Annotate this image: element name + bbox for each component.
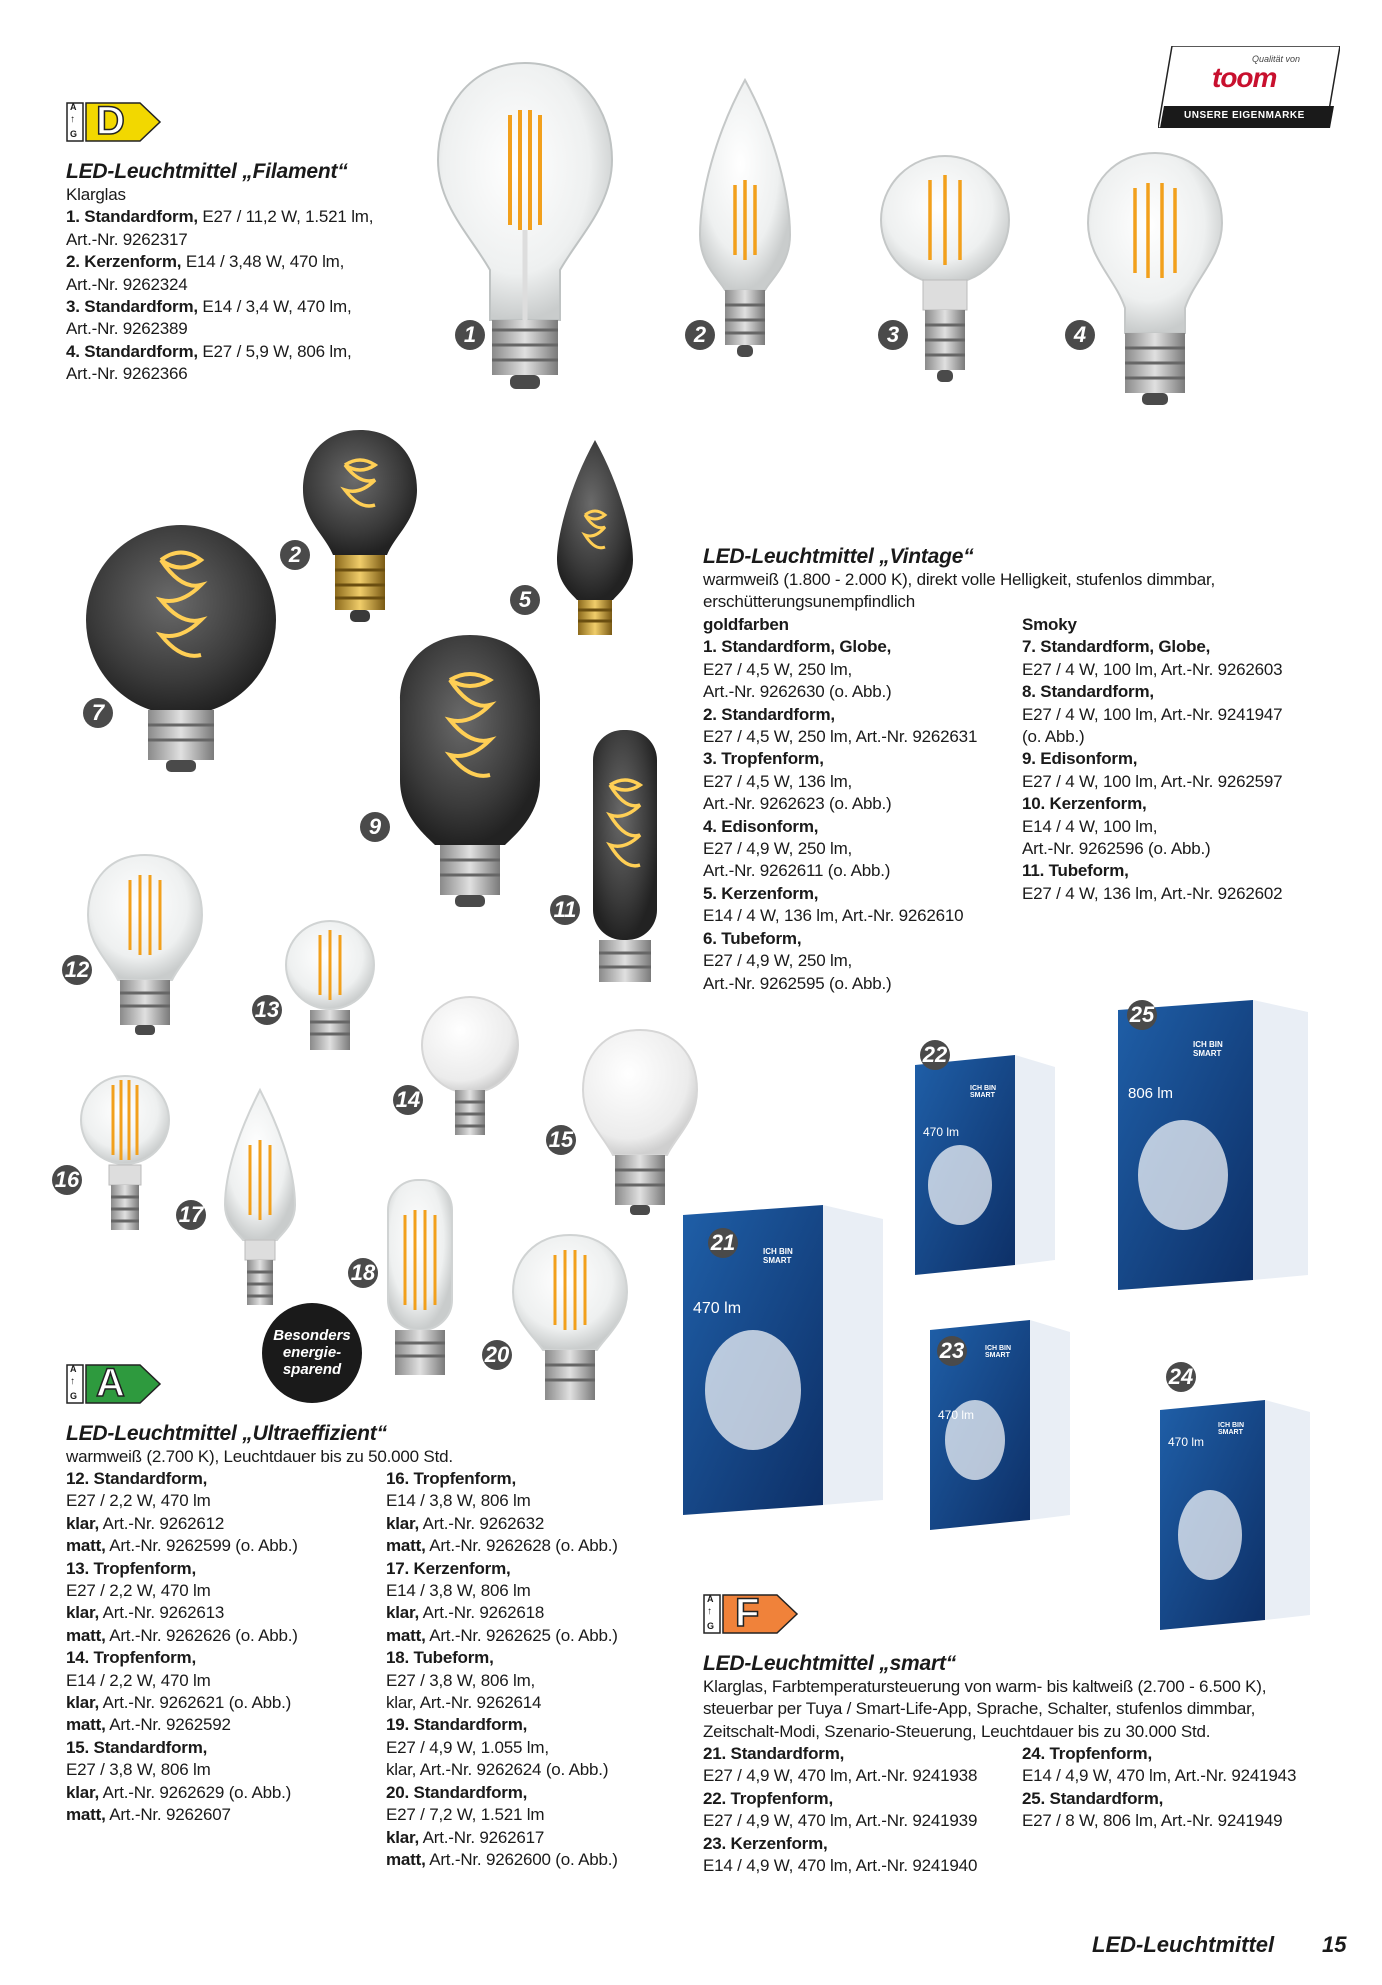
filament-line: Art.-Nr. 9262317 [66,229,188,249]
product-number-badge: 2 [280,540,310,570]
sticker-line: Besonders [273,1327,351,1344]
smart-line: E14 / 4,9 W, 470 lm, Art.-Nr. 9241940 [703,1856,978,1876]
vintage-line: Art.-Nr. 9262596 (o. Abb.) [1022,839,1211,859]
product-number-badge: 4 [1065,320,1095,350]
product-number-badge: 13 [252,995,282,1025]
vintage-line: 4. Edisonform, [703,816,819,836]
ultra-line: E27 / 4,9 W, 1.055 lm, [386,1737,549,1757]
smart-col2 [1022,1743,1342,1833]
energy-label-d [66,99,162,143]
smart-box-22 [915,1055,1055,1275]
smart-intro: Klarglas, Farbtemperatursteuerung von warm- bis kaltweiß (2.700 - 6.500 K), [703,1677,1267,1696]
page-number: 15 [1322,1932,1347,1957]
product-number-badge: 14 [393,1085,423,1115]
bulb-image-16 [75,1065,175,1245]
ultra-col1 [66,1468,376,1827]
ultra-line: matt, Art.-Nr. 9262607 [66,1805,231,1825]
smart-line: E27 / 4,9 W, 470 lm, Art.-Nr. 9241938 [703,1766,978,1786]
ultra-line: matt, Art.-Nr. 9262626 (o. Abb.) [66,1625,298,1645]
vintage-col2 [1022,614,1342,905]
bulb-image-5 [545,435,645,650]
vintage-line: E14 / 4 W, 136 lm, Art.-Nr. 9262610 [703,906,964,926]
product-number-badge: 5 [510,585,540,615]
box-label: ICH BIN SMART [1193,1040,1223,1058]
energy-scale-bottom: G [707,1621,715,1631]
box-lumen: 470 lm [938,1408,975,1422]
smart-line: 25. Standardform, [1022,1788,1164,1808]
box-label: ICH BIN SMART [1218,1422,1245,1436]
vintage-line: 1. Standardform, Globe, [703,637,892,657]
box-label: ICH BIN SMART [763,1247,793,1265]
ultra-line: E27 / 2,2 W, 470 lm [66,1581,211,1601]
ultra-line: klar, Art.-Nr. 9262617 [386,1827,545,1847]
vintage-line: Art.-Nr. 9262630 (o. Abb.) [703,682,892,702]
energy-arrow: ↑ [70,114,75,125]
ultra-col2 [386,1468,706,1871]
energy-arrow: ↑ [70,1376,75,1387]
filament-line: Art.-Nr. 9262366 [66,364,188,384]
vintage-line: Art.-Nr. 9262611 (o. Abb.) [703,861,891,881]
energy-class-f: F [735,1591,760,1635]
product-number-badge: 20 [482,1340,512,1370]
vintage-line: (o. Abb.) [1022,727,1085,747]
vintage-line: 11. Tubeform, [1022,861,1129,881]
vintage-line: E27 / 4 W, 136 lm, Art.-Nr. 9262602 [1022,883,1283,903]
bulb-image-11 [585,725,665,995]
vintage-line: goldfarben [703,615,789,634]
filament-line: 3. Standardform, E14 / 3,4 W, 470 lm, [66,297,352,317]
vintage-line: 8. Standardform, [1022,682,1154,702]
ultra-line: 16. Tropfenform, [386,1469,516,1488]
energy-label-a [66,1361,162,1405]
vintage-line: E27 / 4,9 W, 250 lm, [703,951,853,971]
ultra-line: E14 / 3,8 W, 806 lm [386,1491,531,1511]
bulb-image-20 [505,1230,635,1420]
bulb-image-7 [66,520,296,780]
energy-scale-bottom: G [70,1391,78,1401]
product-number-badge: 7 [83,698,113,728]
ultra-line: klar, Art.-Nr. 9262613 [66,1603,225,1623]
energy-scale-top: A [70,102,77,112]
bulb-image-17 [215,1085,305,1315]
smart-line: E14 / 4,9 W, 470 lm, Art.-Nr. 9241943 [1022,1766,1297,1786]
bulb-image-14 [415,990,525,1145]
smart-box-24 [1160,1400,1310,1630]
product-number-badge: 11 [550,895,580,925]
bulb-image-18 [380,1175,460,1390]
ultra-line: E27 / 3,8 W, 806 lm, [386,1670,536,1690]
product-number-badge: 1 [455,320,485,350]
brand-subline: UNSERE EIGENMARKE [1184,110,1305,121]
ultra-line: 15. Standardform, [66,1737,208,1757]
ultra-line: E14 / 2,2 W, 470 lm [66,1670,211,1690]
sticker-line: sparend [282,1361,342,1378]
vintage-line: Art.-Nr. 9262623 (o. Abb.) [703,794,892,814]
ultra-line: klar, Art.-Nr. 9262629 (o. Abb.) [66,1782,292,1802]
ultra-line: klar, Art.-Nr. 9262632 [386,1513,545,1533]
filament-line: 1. Standardform, E27 / 11,2 W, 1.521 lm, [66,207,374,227]
ultra-line: E27 / 2,2 W, 470 lm [66,1491,211,1511]
product-number-badge: 9 [360,812,390,842]
box-lumen: 470 lm [923,1125,960,1139]
product-number-badge: 12 [62,955,92,985]
energy-scale-top: A [70,1364,77,1374]
ultra-line: 18. Tubeform, [386,1648,494,1668]
filament-title: LED-Leuchtmittel „Filament“ [66,160,348,183]
bulb-image-2-vintage [295,425,425,635]
smart-line: E27 / 8 W, 806 lm, Art.-Nr. 9241949 [1022,1811,1283,1831]
bulb-image-15 [575,1025,705,1225]
vintage-line: Art.-Nr. 9262595 (o. Abb.) [703,973,892,993]
vintage-line: 6. Tubeform, [703,928,802,948]
vintage-line: 7. Standardform, Globe, [1022,637,1211,657]
smart-line: 23. Kerzenform, [703,1833,828,1853]
vintage-line: E27 / 4,5 W, 250 lm, Art.-Nr. 9262631 [703,727,978,747]
vintage-col1 [703,614,1013,995]
ultra-line: 20. Standardform, [386,1782,528,1802]
box-label: ICH BIN SMART [970,1085,997,1099]
vintage-intro: warmweiß (1.800 - 2.000 K), direkt volle Helligkeit, stufenlos dimmbar, [703,570,1216,589]
product-number-badge: 18 [348,1258,378,1288]
filament-line: Art.-Nr. 9262324 [66,274,188,294]
energy-scale-top: A [707,1594,714,1604]
vintage-line: E14 / 4 W, 100 lm, [1022,816,1158,836]
vintage-line: E27 / 4,5 W, 250 lm, [703,659,853,679]
ultra-line: klar, Art.-Nr. 9262612 [66,1513,225,1533]
bulb-image-3 [875,150,1015,400]
energy-arrow: ↑ [707,1606,712,1617]
smart-line: 22. Tropfenform, [703,1788,833,1808]
ultra-line: matt, Art.-Nr. 9262625 (o. Abb.) [386,1625,618,1645]
product-number-badge: 22 [920,1040,950,1070]
brand-name: toom [1212,62,1277,93]
bulb-image-4 [1080,148,1230,418]
product-number-badge: 21 [708,1228,738,1258]
ultra-title: LED-Leuchtmittel „Ultraeffizient“ [66,1422,387,1445]
product-number-badge: 25 [1127,1000,1157,1030]
ultra-line: 13. Tropfenform, [66,1558,196,1578]
sticker-line: energie- [282,1344,342,1361]
brand-tagline: Qualität von [1251,54,1300,64]
ultra-line: E27 / 3,8 W, 806 lm [66,1760,211,1780]
ultra-line: 19. Standardform, [386,1715,528,1735]
smart-line: 21. Standardform, [703,1744,845,1763]
bulb-image-12 [80,850,210,1050]
smart-line: E27 / 4,9 W, 470 lm, Art.-Nr. 9241939 [703,1811,978,1831]
brand-logo [1158,46,1340,128]
ultra-line: matt, Art.-Nr. 9262600 (o. Abb.) [386,1849,618,1869]
filament-line: 2. Kerzenform, E14 / 3,48 W, 470 lm, [66,252,345,272]
ultra-line: E27 / 7,2 W, 1.521 lm [386,1805,545,1825]
vintage-line: E27 / 4 W, 100 lm, Art.-Nr. 9262603 [1022,659,1283,679]
bulb-image-13 [280,915,380,1065]
filament-line: Art.-Nr. 9262389 [66,319,188,339]
ultra-line: 17. Kerzenform, [386,1558,511,1578]
ultra-line: matt, Art.-Nr. 9262599 (o. Abb.) [66,1536,298,1556]
smart-intro: steuerbar per Tuya / Smart-Life-App, Sprache, Schalter, stufenlos dimmbar, [703,1699,1256,1719]
vintage-intro: erschütterungsunempfindlich [703,592,915,612]
smart-col1 [703,1743,1013,1877]
vintage-line: E27 / 4,5 W, 136 lm, [703,771,853,791]
product-number-badge: 3 [878,320,908,350]
energy-label-f [703,1591,799,1635]
vintage-line: 5. Kerzenform, [703,883,819,903]
box-lumen: 470 lm [1168,1435,1205,1449]
smart-box-25 [1118,1000,1308,1290]
filament-text [66,160,396,386]
vintage-line: 2. Standardform, [703,704,835,724]
ultra-text [66,1422,706,1468]
vintage-line: 10. Kerzenform, [1022,794,1147,814]
product-number-badge: 15 [546,1125,576,1155]
product-number-badge: 23 [937,1336,967,1366]
ultra-line: matt, Art.-Nr. 9262592 [66,1715,231,1735]
energy-class-d: D [96,99,125,143]
ultra-line: klar, Art.-Nr. 9262624 (o. Abb.) [386,1760,609,1780]
ultra-intro: warmweiß (2.700 K), Leuchtdauer bis zu 50.000 Std. [66,1447,453,1466]
energy-saving-sticker [262,1303,362,1403]
bulb-image-9 [385,630,555,915]
vintage-title: LED-Leuchtmittel „Vintage“ [703,545,974,568]
smart-intro: Zeitschalt-Modi, Szenario-Steuerung, Leuchtdauer bis zu 30.000 Std. [703,1721,1211,1741]
energy-scale-bottom: G [70,129,78,139]
smart-title: LED-Leuchtmittel „smart“ [703,1652,957,1675]
product-number-badge: 16 [52,1165,82,1195]
vintage-line: E27 / 4,9 W, 250 lm, [703,839,853,859]
ultra-line: klar, Art.-Nr. 9262614 [386,1693,542,1713]
ultra-line: 14. Tropfenform, [66,1648,196,1668]
ultra-line: matt, Art.-Nr. 9262628 (o. Abb.) [386,1536,618,1556]
ultra-line: klar, Art.-Nr. 9262621 (o. Abb.) [66,1693,292,1713]
box-lumen: 470 lm [693,1300,742,1317]
smart-text [703,1652,1353,1743]
product-number-badge: 17 [176,1200,206,1230]
vintage-line: E27 / 4 W, 100 lm, Art.-Nr. 9241947 [1022,704,1283,724]
vintage-line: 3. Tropfenform, [703,749,824,769]
footer-section-title: LED-Leuchtmittel [1092,1932,1275,1957]
product-number-badge: 24 [1166,1362,1196,1392]
box-label: ICH BIN SMART [985,1345,1012,1359]
ultra-line: klar, Art.-Nr. 9262618 [386,1603,545,1623]
vintage-line: 9. Edisonform, [1022,749,1138,769]
vintage-line: E27 / 4 W, 100 lm, Art.-Nr. 9262597 [1022,771,1283,791]
smart-line: 24. Tropfenform, [1022,1744,1152,1763]
box-lumen: 806 lm [1128,1085,1174,1102]
filament-line: 4. Standardform, E27 / 5,9 W, 806 lm, [66,341,352,361]
ultra-line: E14 / 3,8 W, 806 lm [386,1581,531,1601]
filament-line: Klarglas [66,185,126,204]
ultra-line: 12. Standardform, [66,1469,208,1488]
energy-class-a: A [96,1361,125,1405]
vintage-line: Smoky [1022,615,1077,634]
vintage-text [703,545,1343,614]
product-number-badge: 2 [685,320,715,350]
